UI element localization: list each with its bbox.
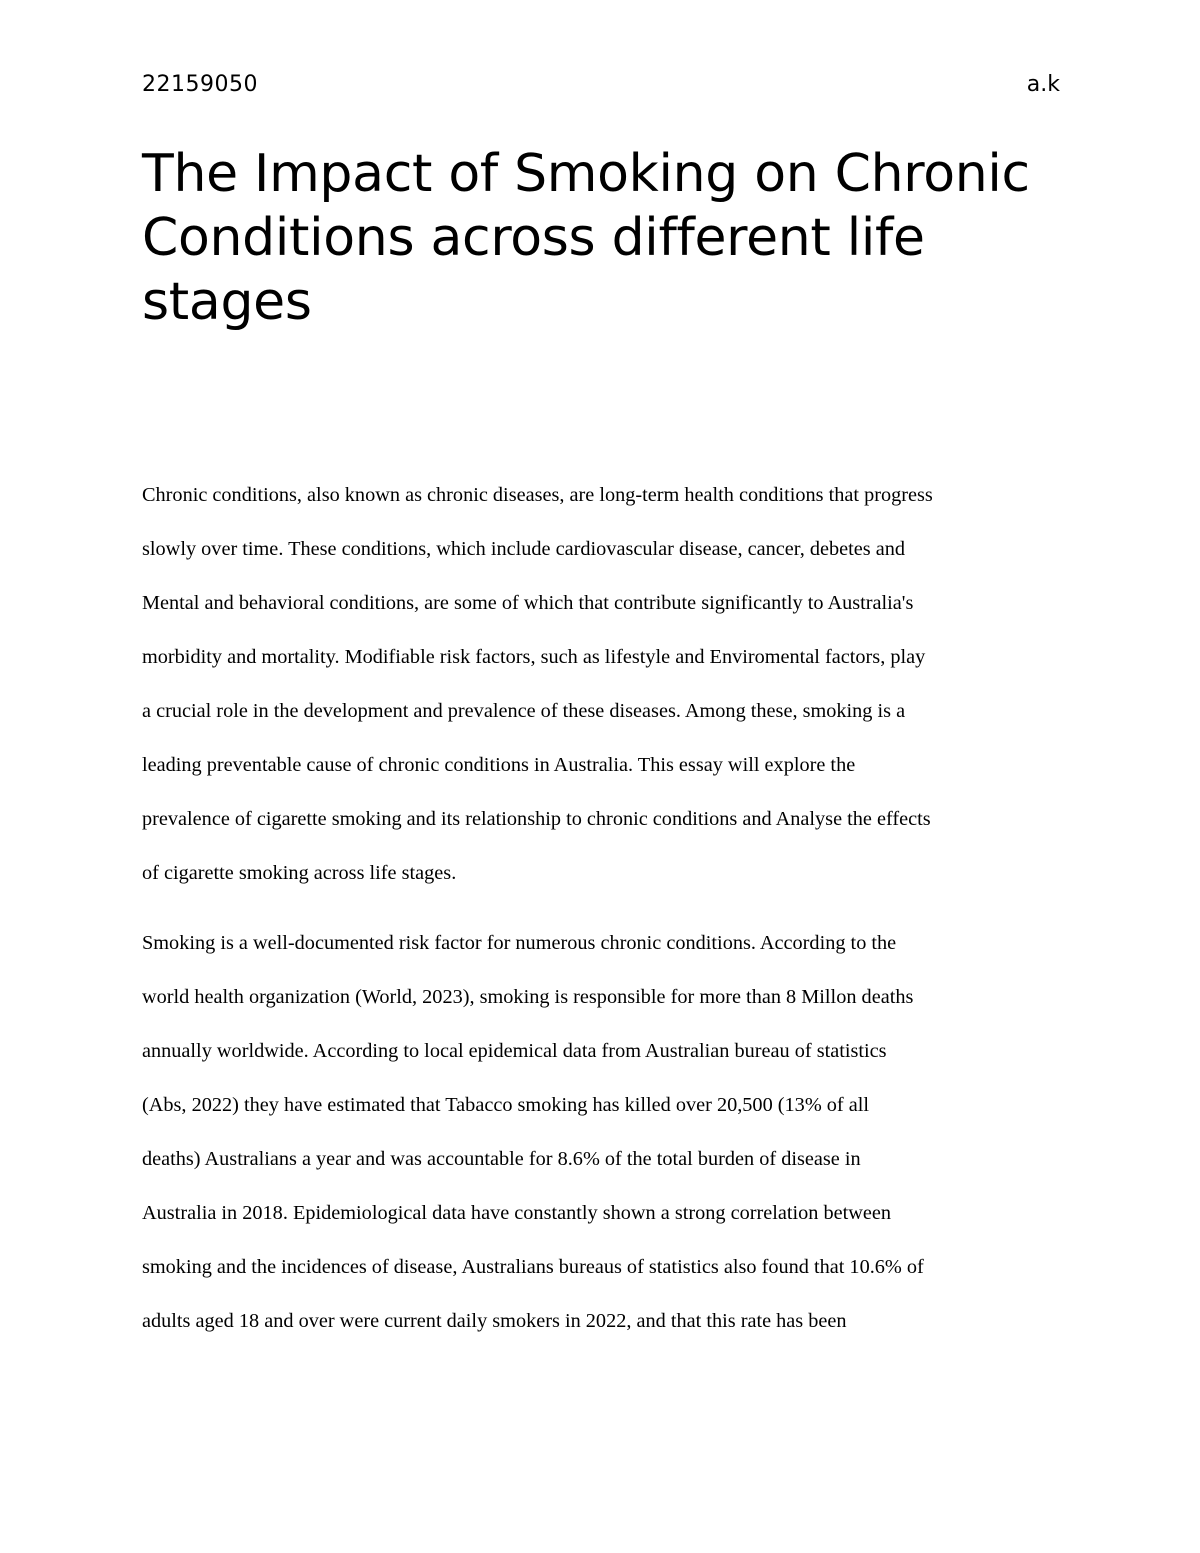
document-body bbox=[142, 468, 1062, 1348]
header-student-id: 22159050 bbox=[142, 72, 258, 97]
text-line: world health organization (World, 2023), smoking is responsible for more than 8 Millon deaths bbox=[142, 986, 914, 1008]
text-line: Chronic conditions, also known as chronic diseases, are long-term health conditions that progress bbox=[142, 484, 933, 506]
document-title: The Impact of Smoking on Chronic Conditions across different life stages bbox=[142, 144, 1030, 332]
paragraph-spacing bbox=[142, 900, 1062, 916]
text-line: morbidity and mortality. Modifiable risk factors, such as lifestyle and Enviromental factors, play bbox=[142, 646, 926, 668]
text-line: leading preventable cause of chronic conditions in Australia. This essay will explore the bbox=[142, 754, 856, 776]
text-line: slowly over time. These conditions, which include cardiovascular disease, cancer, debetes and bbox=[142, 538, 906, 560]
text-line: annually worldwide. According to local epidemical data from Australian bureau of statistics bbox=[142, 1040, 887, 1062]
text-line: Mental and behavioral conditions, are some of which that contribute significantly to Australia's bbox=[142, 592, 914, 614]
text-line: (Abs, 2022) they have estimated that Tabacco smoking has killed over 20,500 (13% of all bbox=[142, 1094, 870, 1116]
header-initials: a.k bbox=[1026, 72, 1060, 97]
text-line: Smoking is a well-documented risk factor for numerous chronic conditions. According to the bbox=[142, 932, 897, 954]
text-line: of cigarette smoking across life stages. bbox=[142, 862, 457, 884]
text-line: Australia in 2018. Epidemiological data have constantly shown a strong correlation between bbox=[142, 1202, 892, 1224]
paragraph-smoking-risk bbox=[142, 916, 1062, 1348]
text-line: deaths) Australians a year and was accountable for 8.6% of the total burden of disease in bbox=[142, 1148, 861, 1170]
text-line: prevalence of cigarette smoking and its relationship to chronic conditions and Analyse the effects bbox=[142, 808, 931, 830]
paragraph-introduction bbox=[142, 468, 1062, 900]
text-line: smoking and the incidences of disease, Australians bureaus of statistics also found that 10.6% of bbox=[142, 1256, 924, 1278]
text-line: adults aged 18 and over were current daily smokers in 2022, and that this rate has been bbox=[142, 1310, 847, 1332]
text-line: a crucial role in the development and prevalence of these diseases. Among these, smoking is a bbox=[142, 700, 906, 722]
